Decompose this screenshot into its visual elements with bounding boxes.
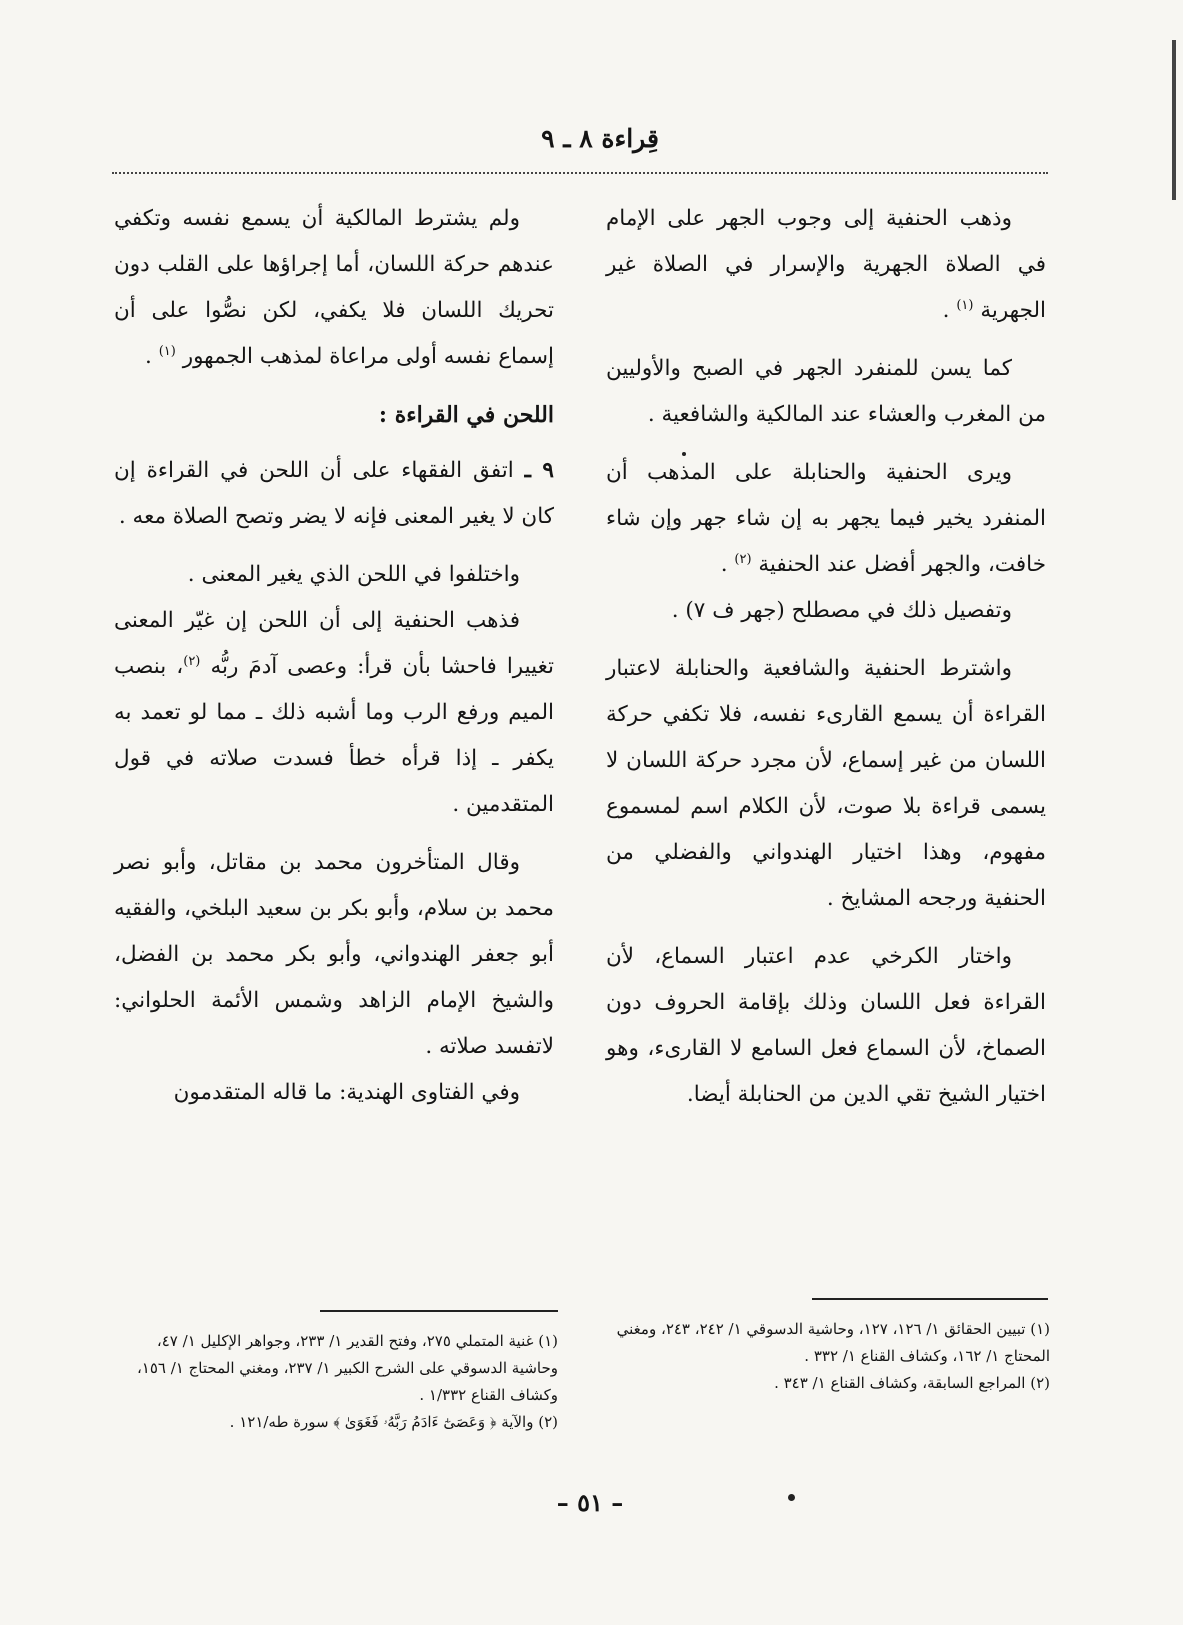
page-number: – ٥١ – xyxy=(556,1488,624,1517)
paragraph: ويرى الحنفية والحنابلة على المذهب أن المنفرد يخير فيما يجهر به إن شاء جهر وإن شاء خافت، والجهر أفضل عند الحنفية $^{(٢)}$ . xyxy=(606,460,1046,577)
footnote-ref: (٢) xyxy=(183,653,201,669)
left-column xyxy=(114,196,554,1128)
scan-speck xyxy=(788,1494,795,1501)
paragraph: واختلفوا في اللحن الذي يغير المعنى . xyxy=(187,562,520,587)
footnotes-right xyxy=(600,1316,1050,1397)
running-header: قِراءة ٨ ـ ٩ xyxy=(541,124,659,153)
paragraph: وقال المتأخرون محمد بن مقاتل، وأبو نصر محمد بن سلام، وأبو بكر بن سعيد البلخي، والفقيه أبو جعفر الهندواني، وأبو بكر محمد بن الفضل، والشيخ الإمام الزاهد وشمس الأئمة الحلواني: لاتفسد صلاته . xyxy=(114,850,554,1059)
paragraph: فذهب الحنفية إلى أن اللحن إن غيّر المعنى تغييرا فاحشا بأن قرأ: وعصى آدمَ ربُّه $^{(٢)}$، بنصب الميم ورفع الرب وما أشبه ذلك ـ مما لو تعمد به يكفر ـ إذا قرأه خطأ فسدت صلاته في قول المتقدمين . xyxy=(114,608,554,817)
header-dotted-rule xyxy=(112,172,1048,174)
footnote-rule-right xyxy=(812,1298,1048,1300)
footnote-ref: (٢) xyxy=(734,551,752,567)
paragraph: واختار الكرخي عدم اعتبار السماع، لأن القراءة فعل اللسان وذلك بإقامة الحروف دون الصماخ، لأن السماع فعل السامع لا القارىء، وهو اختيار الشيخ تقي الدين من الحنابلة أيضا. xyxy=(606,944,1046,1107)
paragraph: واشترط الحنفية والشافعية والحنابلة لاعتبار القراءة أن يسمع القارىء نفسه، فلا تكفي حركة اللسان من غير إسماع، لأن مجرد حركة اللسان لا يسمى قراءة بلا صوت، لأن الكلام اسم لمسموع مفهوم، وهذا اختيار الهندواني والفضلي من الحنفية ورجحه المشايخ . xyxy=(606,656,1046,911)
footnote-ref: (١) xyxy=(158,343,176,359)
paragraph-9: ٩ ـ اتفق الفقهاء على أن اللحن في القراءة إن كان لا يغير المعنى فإنه لا يضر وتصح الصلاة معه . xyxy=(114,458,554,529)
footnote: (١) تبيين الحقائق ١/ ١٢٦، ١٢٧، وحاشية الدسوقي ١/ ٢٤٢، ٢٤٣، ومغني المحتاج ١/ ١٦٢، وكشاف القناع ١/ ٣٣٢ . xyxy=(616,1320,1050,1365)
paragraph: كما يسن للمنفرد الجهر في الصبح والأوليين من المغرب والعشاء عند المالكية والشافعية . xyxy=(606,356,1046,427)
footnotes-left xyxy=(108,1328,558,1436)
paragraph-number: ٩ ـ xyxy=(524,458,554,483)
footnote-rule-left xyxy=(320,1310,558,1312)
scan-edge-mark xyxy=(1172,40,1176,200)
paragraph: وفي الفتاوى الهندية: ما قاله المتقدمون xyxy=(173,1080,520,1105)
paragraph: وتفصيل ذلك في مصطلح (جهر ف ٧) . xyxy=(671,598,1012,623)
footnote-ref: (١) xyxy=(956,297,974,313)
section-heading: اللحن في القراءة : xyxy=(378,402,554,428)
footnote: (١) غنية المتملي ٢٧٥، وفتح القدير ١/ ٢٣٣، وجواهر الإكليل ١/ ٤٧، وحاشية الدسوقي على الشرح الكبير ١/ ٢٣٧، ومغني المحتاج ١/ ١٥٦، وكشاف القناع ١/٣٣٢ . xyxy=(136,1332,558,1404)
footnote: (٢) المراجع السابقة، وكشاف القناع ١/ ٣٤٣ . xyxy=(774,1374,1050,1392)
paragraph: ولم يشترط المالكية أن يسمع نفسه وتكفي عندهم حركة اللسان، أما إجراؤها على القلب دون تحريك اللسان فلا يكفي، لكن نصُّوا على أن إسماع نفسه أولى مراعاة لمذهب الجمهور $^{(١)}$ . xyxy=(114,206,554,369)
scan-speck xyxy=(682,452,686,456)
right-column xyxy=(606,196,1046,1130)
footnote: (٢) والآية ﴿ وَعَصَىٰٓ ءَادَمُ رَبَّهُۥ فَغَوَىٰ ﴾ سورة طه/١٢١ . xyxy=(229,1413,558,1431)
paragraph: وذهب الحنفية إلى وجوب الجهر على الإمام في الصلاة الجهرية والإسرار في الصلاة غير الجهرية $^{(١)}$ . xyxy=(606,206,1046,323)
